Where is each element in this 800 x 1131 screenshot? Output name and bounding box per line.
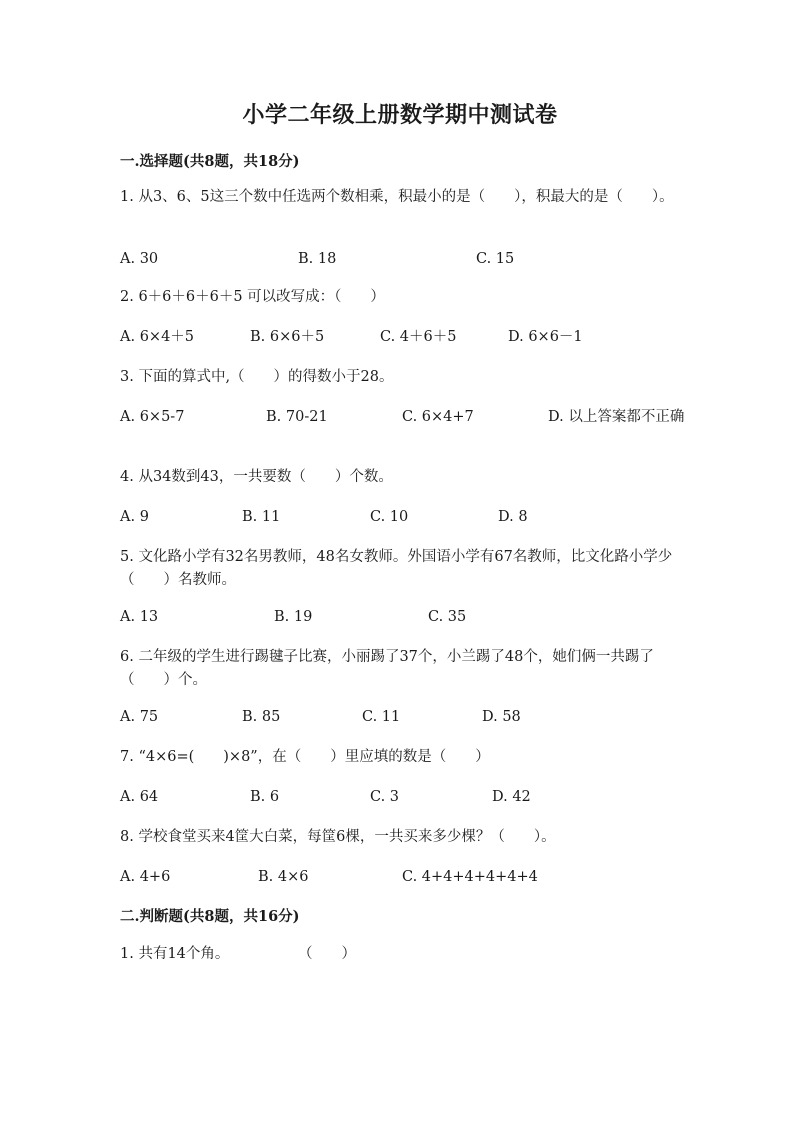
- option-b: B. 11: [242, 509, 281, 525]
- question-text: 4. 从34数到43，一共要数（ ）个数。: [120, 469, 393, 485]
- option-b: B. 70-21: [266, 409, 328, 425]
- option-b: B. 85: [242, 709, 281, 725]
- option-c: C. 11: [362, 709, 401, 725]
- option-a: A. 6×5-7: [120, 409, 185, 425]
- option-a: A. 64: [120, 789, 159, 805]
- option-d: D. 6×6－1: [508, 329, 583, 345]
- question-text: 8. 学校食堂买来4筐大白菜，每筐6棵，一共买来多少棵？（ ）。: [120, 829, 556, 845]
- section-heading-multiple-choice: 一.选择题(共8题，共18分): [120, 153, 300, 170]
- option-c: C. 15: [476, 251, 515, 267]
- option-a: A. 30: [120, 251, 159, 267]
- option-d: D. 58: [482, 709, 521, 725]
- page-title: 小学二年级上册数学期中测试卷: [242, 102, 558, 128]
- question-text: 2. 6＋6＋6＋6＋5 可以改写成：（ ）: [120, 289, 385, 305]
- option-d: D. 以上答案都不正确: [548, 409, 685, 425]
- option-c: C. 10: [370, 509, 409, 525]
- question-text: 3. 下面的算式中,（ ）的得数小于28。: [120, 369, 394, 385]
- question-text: [120, 943, 690, 966]
- option-b: B. 4×6: [258, 869, 309, 885]
- option-c: C. 4＋6＋5: [380, 329, 457, 345]
- question-text: 7. “4×6=( )×8”，在（ ）里应填的数是（ ）: [120, 749, 490, 765]
- answer-blank: （ ）: [298, 946, 356, 962]
- option-a: A. 6×4＋5: [120, 329, 195, 345]
- question-text: 6. 二年级的学生进行踢毽子比赛，小丽踢了37个，小兰踢了48个，她们俩一共踢了（ ）个。: [120, 649, 654, 688]
- option-a: A. 4+6: [120, 869, 171, 885]
- option-d: D. 42: [492, 789, 531, 805]
- option-c: C. 3: [370, 789, 400, 805]
- question-text: 5. 文化路小学有32名男教师，48名女教师。外国语小学有67名教师，比文化路小学少（ ）名教师。: [120, 549, 673, 588]
- option-b: B. 19: [274, 609, 313, 625]
- question-text: 1. 从3、6、5这三个数中任选两个数相乘，积最小的是（ ），积最大的是（ ）。: [120, 189, 674, 205]
- option-a: A. 9: [120, 509, 149, 525]
- option-b: B. 18: [298, 251, 337, 267]
- section-heading-true-false: 二.判断题(共8题，共16分): [120, 908, 300, 925]
- option-b: B. 6: [250, 789, 280, 805]
- option-c: C. 4+4+4+4+4+4: [402, 869, 538, 885]
- option-d: D. 8: [498, 509, 528, 525]
- question-options: [120, 406, 690, 452]
- option-b: B. 6×6＋5: [250, 329, 325, 345]
- option-c: C. 35: [428, 609, 467, 625]
- option-a: A. 13: [120, 609, 159, 625]
- option-c: C. 6×4+7: [402, 409, 474, 425]
- question-statement: 1. 共有14个角。: [120, 946, 230, 962]
- option-a: A. 75: [120, 709, 159, 725]
